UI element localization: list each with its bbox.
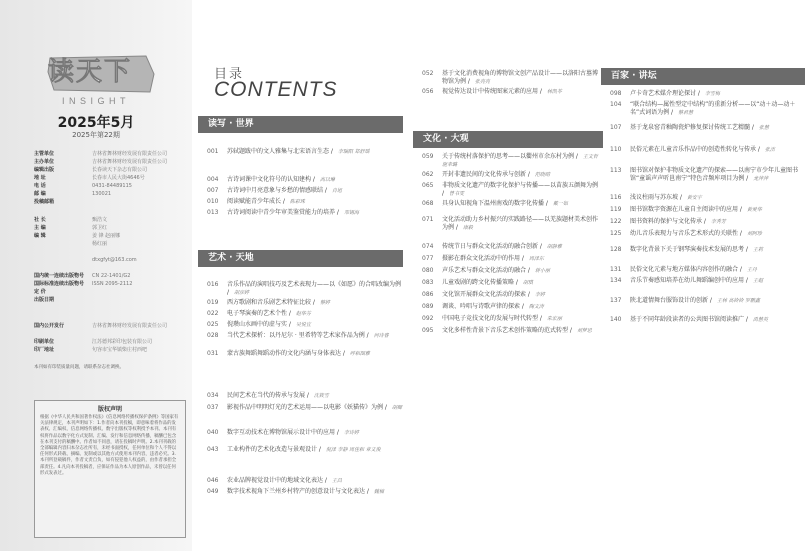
toc-entry-author: 康毅 <box>462 225 473 231</box>
toc-entry-author: 王文哲 施幸璐 <box>442 154 598 168</box>
toc-entry-author: 刘阿珍 <box>746 231 762 237</box>
toc-entry-title: 工业构件的艺术化改造与景观设计 <box>227 446 318 453</box>
toc-entry-title: 儿童戏剧的跨文化传播策略 <box>442 279 515 286</box>
masthead-row <box>34 280 184 288</box>
masthead-row-value: 江苏德邦彩印包装有限公司 <box>92 339 153 345</box>
issue-number: 2025年第22期 <box>72 131 120 139</box>
masthead-row <box>34 346 184 354</box>
toc-title-cn: 目录 <box>214 67 245 82</box>
toc-entry-page: 031 <box>207 350 219 357</box>
toc-entry-author: 王超 <box>752 278 763 284</box>
toc-entry-author: 呼和图雅 <box>349 351 370 357</box>
toc-entry-author: 周泽东 <box>528 256 544 262</box>
masthead-row-value: 吉林省舞林财经发展有限责任公司 <box>92 151 168 157</box>
masthead-row <box>34 166 184 174</box>
toc-entry-author: 胡彦婷 <box>233 290 249 296</box>
toc-entry-page: 086 <box>422 291 434 298</box>
toc-entry-title: 基于文化消费视角的博物馆文创产品设计——以洛阳古墓博物馆为例 <box>442 70 599 85</box>
toc-entry-title-wrap: “联合结构—属性型定中结构”的重新分析——以“动＋动—动＋名”式词语为例 / 蔡君慧 <box>630 101 796 116</box>
toc-entry-page: 043 <box>207 446 219 453</box>
toc-entry-author: 林凯苓 <box>546 89 562 95</box>
masthead-row-value: 0431-84489115 <box>92 183 132 189</box>
toc-entry-title: 西方歌剧和音乐剧艺术特征比较 <box>227 299 312 306</box>
toc-entry-title: 古诗词课中文化符号的认知建构 <box>227 176 312 183</box>
toc-entry-title: 影视作品中明明灯光的艺术运用——以电影《妖猫传》为例 <box>227 404 384 411</box>
toc-entry-page: 022 <box>207 310 219 317</box>
toc-entry-page: 128 <box>610 246 622 253</box>
toc-entry-title: 陕北道情舞台服饰设计的创新 <box>630 297 709 304</box>
toc-entry-page: 034 <box>207 392 219 399</box>
toc-entry-author: 李婷 <box>534 292 545 298</box>
masthead-row-label: 编 辑 <box>34 233 46 239</box>
toc-entry-title-wrap: 图书资料的保护与文化传承 / 李秀芳 <box>630 218 726 225</box>
toc-entry-page: 062 <box>422 171 434 178</box>
toc-entry-page: 028 <box>207 332 219 339</box>
toc-entry-title-wrap: 视觉传达设计中传统图案元素的应用 / 林凯苓 <box>442 88 562 95</box>
toc-entry-title-wrap: 苏轼题跋中的文人雅集与北宋语言生态 / 李瑞阳 郑舒瑶 <box>227 148 370 155</box>
toc-entry-page: 016 <box>207 281 219 288</box>
masthead-row <box>34 338 184 346</box>
masthead-row <box>34 190 184 198</box>
toc-entry-title-wrap: 开封非遗民间的文化传承与创新 / 范晓晴 <box>442 171 550 178</box>
toc-entry-title: 民俗元素在儿童音乐作品中的创造性转化与传承 <box>630 146 757 153</box>
toc-entry-title: 古诗词中月亮意象与乡愁的情感联结 <box>227 187 324 194</box>
masthead-row-label: 社 长 <box>34 217 46 223</box>
toc-entry-title-wrap: 电子琴演奏的艺术个性 / 赵华芬 <box>227 310 311 317</box>
toc-entry-author: 王丹 <box>746 267 757 273</box>
toc-entry-author: 王林 高铃铃 罗鹏鑫 <box>716 298 761 304</box>
toc-entry-title-wrap: 图书馆对保护非物质文化遗产的探索——以南宁市少年儿童图书馆“童谣声声听邕南宁”特色音频库项目为例 / 龙萍萍 <box>630 167 799 182</box>
toc-entry-page: 001 <box>207 148 219 155</box>
toc-entry-title-wrap: 工业构件的艺术化改造与景观设计 / 倪泽 李静 周佳和 章文俊 <box>227 446 381 453</box>
masthead-row-label: 主管单位 <box>34 151 55 157</box>
toc-entry-author: 张慧 <box>758 125 769 131</box>
toc-entry-page: 080 <box>422 267 434 274</box>
toc-entry-title-wrap: 传统节日与群众文化活动的融合创新 / 胡静雅 <box>442 243 562 250</box>
toc-entry-page: 049 <box>207 488 219 495</box>
toc-entry-title-wrap: 中国电子竞技文化的发展与时代转型 / 朱宏丽 <box>442 315 562 322</box>
toc-entry-page: 125 <box>610 230 622 237</box>
copyright-box <box>34 400 186 538</box>
toc-entry-title-wrap: 数字化背景下关于钢琴演奏技术发展的思考 / 王莉 <box>630 246 763 253</box>
toc-entry-author: 倪泽 李静 周佳和 章文俊 <box>325 447 381 453</box>
toc-entry-page: 059 <box>422 153 434 160</box>
masthead-row-label: 投稿邮箱 <box>34 199 55 205</box>
toc-entry-author: 吴悦宜 <box>295 322 311 328</box>
toc-entry-title: 音乐作品的演唱技巧及艺术表现力——以《如愿》的合唱改编为例 <box>227 281 402 288</box>
toc-entry-title-wrap: 古诗词阅读中青少年审美鉴赏能力的培养 / 邓锡海 <box>227 209 359 216</box>
toc-entry-title-wrap: 影视作品中明明灯光的艺术运用——以电影《妖猫传》为例 / 胡卿 <box>227 404 402 411</box>
logo-text: 读天下 <box>48 57 133 87</box>
toc-entry-author: 张洁 <box>764 147 775 153</box>
toc-entry-page: 056 <box>422 88 434 95</box>
toc-entry-author: 李瑞阳 郑舒瑶 <box>337 149 370 155</box>
toc-entry-author: 张亮亮 <box>474 79 490 85</box>
toc-entry-title-wrap: 基于龙泉窑青釉陶瓷炉修复探讨传统工艺精髓 / 张慧 <box>630 124 769 131</box>
masthead-row-label: 主办单位 <box>34 159 55 165</box>
toc-entry-author: 王昌 <box>331 478 342 484</box>
toc-entry-title: 摄影在群众文化活动中的作用 <box>442 255 521 262</box>
toc-entry-title-wrap: 基于文化消费视角的博物馆文创产品设计——以洛阳古墓博物馆为例 / 张亮亮 <box>442 70 599 85</box>
toc-entry-author: 禹慧英 <box>752 317 768 323</box>
toc-entry-title-wrap: 倪瓒山水画中的虚与实 / 吴悦宜 <box>227 321 311 328</box>
toc-entry-title: “联合结构—属性型定中结构”的重新分析——以“动＋动—动＋名”式词语为例 <box>630 101 796 116</box>
toc-entry-author: 肖旭 <box>331 188 342 194</box>
toc-entry-author: 胡卿 <box>391 405 402 411</box>
masthead-row <box>34 232 184 240</box>
toc-entry-page: 071 <box>422 216 434 223</box>
toc-entry-title: 农业品牌视觉设计中的地域文化表达 <box>227 477 324 484</box>
masthead-note: 本刊如有印装质量问题，请联系杂志社调换。 <box>34 365 124 370</box>
toc-entry-title: 基于龙泉窑青釉陶瓷炉修复探讨传统工艺精髓 <box>630 124 751 131</box>
toc-entry-page: 116 <box>610 194 622 201</box>
toc-entry-title: 文化馆开展群众文化活动的探索 <box>442 291 527 298</box>
issue-date: 2025年5月 <box>57 115 135 131</box>
section-header-whdg: 文化 · 大观 <box>413 131 603 148</box>
toc-entry-title-wrap: 非物质文化遗产的数字化保护与传播——以苗族五颜舞为例 / 曾书雯 <box>442 182 599 197</box>
toc-entry-author: 蔡婷 <box>319 300 330 306</box>
toc-entry-page: 052 <box>422 70 434 77</box>
toc-entry-page: 074 <box>422 243 434 250</box>
masthead-row-value: 吉林省舞林财经发展有限责任公司 <box>92 323 168 329</box>
toc-entry-author: 胡琪 <box>522 280 533 286</box>
masthead-row-value: 长春读天下杂志有限公司 <box>92 167 148 173</box>
toc-entry-page: 077 <box>422 255 434 262</box>
masthead-row-label: 邮 编 <box>34 191 46 197</box>
toc-entry-title-wrap: 幼儿音乐表现力与音乐艺术形式的关联性 / 刘阿珍 <box>630 230 762 237</box>
toc-entry-title: 文化多样性背景下音乐艺术创作策略的范式转型 <box>442 327 569 334</box>
toc-entry-page: 019 <box>207 299 219 306</box>
toc-entry-page: 046 <box>207 477 219 484</box>
toc-entry-page: 013 <box>207 209 219 216</box>
toc-entry-title: 电子琴演奏的艺术个性 <box>227 310 288 317</box>
masthead-row <box>34 158 184 166</box>
section-header-bjjt: 百家 · 讲坛 <box>601 68 805 85</box>
toc-entry-author: 朱宏丽 <box>546 316 562 322</box>
toc-entry-title: 苏轼题跋中的文人雅集与北宋语言生态 <box>227 148 330 155</box>
masthead-row-label: 电 话 <box>34 183 46 189</box>
masthead-row-label: 地 址 <box>34 175 46 181</box>
masthead-row <box>34 182 184 190</box>
masthead-row-value: CN 22-1401/G2 <box>92 273 131 279</box>
toc-entry-title: 调谈、吟唱与诗歌声律的探索 <box>442 303 521 310</box>
toc-entry-title-wrap: 农业品牌视觉设计中的地域文化表达 / 王昌 <box>227 477 342 484</box>
toc-entry-title: 蒙古族舞蹈舞蹈动作的文化内涵与身体表达 <box>227 350 342 357</box>
toc-entry-author: 刘梦思 <box>576 328 592 334</box>
masthead-row-label: 印刷单位 <box>34 339 55 345</box>
toc-entry-title-wrap: 关于传统村落保护的思考——以衢州市余东村为例 / 王文哲 施幸璐 <box>442 153 598 168</box>
masthead-row <box>34 296 184 304</box>
toc-entry-title-wrap: 古诗词课中文化符号的认知建构 / 高以琳 <box>227 176 335 183</box>
logo-insight: INSIGHT <box>62 96 131 106</box>
toc-entry-title: 视觉传达设计中传统图案元素的应用 <box>442 88 539 95</box>
masthead-row <box>34 272 184 280</box>
section-header-ystd: 艺术 · 天地 <box>198 250 403 267</box>
masthead-row-label: 出版日期 <box>34 297 55 303</box>
toc-entry-author: 魏楠 <box>373 489 384 495</box>
toc-entry-page: 134 <box>610 277 622 284</box>
masthead-row <box>34 256 184 264</box>
masthead-row <box>34 288 184 296</box>
toc-entry-author: 沈筱雪 <box>313 393 329 399</box>
masthead-row <box>34 198 184 206</box>
toc-entry-author: 范晓晴 <box>534 172 550 178</box>
toc-entry-title-wrap: 基于不同年龄段读者的公共图书馆阅读推广 / 禹慧英 <box>630 316 768 323</box>
toc-entry-page: 131 <box>610 266 622 273</box>
toc-entry-title-wrap: 当代艺术探析：以丹尼尔 · 里希特等艺术家作品为例 / 何诗睿 <box>227 332 389 339</box>
masthead-row-label: 编辑出版 <box>34 167 55 173</box>
toc-entry-author: 何诗睿 <box>373 333 389 339</box>
toc-entry-page: 004 <box>207 176 219 183</box>
toc-entry-title: 当代艺术探析：以丹尼尔 · 里希特等艺术家作品为例 <box>227 332 365 339</box>
toc-entry-page: 007 <box>207 187 219 194</box>
toc-entry-title: 卢卡奇艺术媒介理论探讨 <box>630 90 697 97</box>
toc-entry-author: 黄爱华 <box>746 207 762 213</box>
masthead-row-value: 130021 <box>92 191 112 197</box>
toc-entry-author: 陶文涛 <box>528 304 544 310</box>
masthead-row-value: 长春市人民大街4646号 <box>92 175 145 181</box>
toc-entry-title-wrap: 民间艺术在当代的传承与发展 / 沈筱雪 <box>227 392 329 399</box>
toc-title-en: CONTENTS <box>214 78 338 101</box>
toc-entry-title-wrap: 民俗元素在儿童音乐作品中的创造性转化与传承 / 张洁 <box>630 146 775 153</box>
toc-entry-page: 037 <box>207 404 219 411</box>
masthead-row <box>34 224 184 232</box>
toc-entry-title: 古诗词阅读中青少年审美鉴赏能力的培养 <box>227 209 336 216</box>
toc-entry-title-wrap: 西方歌剧和音乐剧艺术特征比较 / 蔡婷 <box>227 299 330 306</box>
masthead-row <box>34 216 184 224</box>
masthead-row-label: 主 编 <box>34 225 46 231</box>
toc-entry-page: 104 <box>610 101 622 108</box>
toc-entry-page: 119 <box>610 206 622 213</box>
toc-entry-page: 089 <box>422 303 434 310</box>
toc-entry-page: 065 <box>422 182 434 189</box>
toc-entry-page: 025 <box>207 321 219 328</box>
toc-entry-page: 068 <box>422 200 434 207</box>
masthead-row-value: ISSN 2095-2112 <box>92 281 133 287</box>
toc-entry-title-wrap: 民俗文化元素与地方媒体内容创作的融合 / 王丹 <box>630 266 757 273</box>
toc-entry-author: 李雪梅 <box>704 91 720 97</box>
toc-entry-author: 高以琳 <box>319 177 335 183</box>
masthead-row-label: 国内统一连续出版物号 <box>34 273 85 279</box>
masthead-row-value: 句容市宝华镇柴庄村西吧 <box>92 347 148 353</box>
toc-entry-title-wrap: 文化多样性背景下音乐艺术创作策略的范式转型 / 刘梦思 <box>442 327 592 334</box>
toc-entry-title: 民俗文化元素与地方媒体内容创作的融合 <box>630 266 739 273</box>
toc-entry-author: 邓锡海 <box>343 210 359 216</box>
toc-entry-page: 137 <box>610 297 622 304</box>
toc-entry-page: 083 <box>422 279 434 286</box>
toc-entry-title-wrap: 蒙古族舞蹈舞蹈动作的文化内涵与身体表达 / 呼和图雅 <box>227 350 370 357</box>
toc-entry-title: 倪瓒山水画中的虚与实 <box>227 321 288 328</box>
masthead-row <box>34 322 184 330</box>
toc-entry-page: 107 <box>610 124 622 131</box>
toc-entry-page: 095 <box>422 327 434 334</box>
toc-entry-title-wrap: 儿童戏剧的跨文化传播策略 / 胡琪 <box>442 279 533 286</box>
toc-entry-title: 传统节日与群众文化活动的融合创新 <box>442 243 539 250</box>
toc-entry-title: 民间艺术在当代的传承与发展 <box>227 392 306 399</box>
masthead-row-label: 国内公开发行 <box>34 323 65 329</box>
toc-entry-title-wrap: 阅读赋能青少年成长 / 陈彩珠 <box>227 198 305 205</box>
masthead-panel <box>0 0 192 551</box>
toc-entry-page: 010 <box>207 198 219 205</box>
toc-entry-title: 幼儿音乐表现力与音乐艺术形式的关联性 <box>630 230 739 237</box>
toc-entry-title: 图书馆数字资源在儿童自主阅读中的应用 <box>630 206 739 213</box>
toc-entry-title-wrap: 卢卡奇艺术媒介理论探讨 / 李雪梅 <box>630 90 720 97</box>
toc-entry-title-wrap: 文化活动助力乡村振兴的实践路径——以羌族题材美术创作为例 / 康毅 <box>442 216 599 231</box>
toc-entry-page: 098 <box>610 90 622 97</box>
masthead-row-value: dtxgfyt@163.com <box>92 257 137 263</box>
toc-entry-title: 关于传统村落保护的思考——以衢州市余东村为例 <box>442 153 575 160</box>
toc-entry-title: 图书资料的保护与文化传承 <box>630 218 703 225</box>
toc-entry-title-wrap: 音乐节奏感知培养在幼儿舞蹈编创中的应用 / 王超 <box>630 277 763 284</box>
section-header-dxsj: 读写 · 世界 <box>198 116 403 133</box>
toc-entry-title: 浅议柱雨与苏东坡 <box>630 194 679 201</box>
toc-entry-title-wrap: 声乐艺术与群众文化活动的融合 / 蒋小丽 <box>442 267 550 274</box>
toc-entry-title: 中国电子竞技文化的发展与时代转型 <box>442 315 539 322</box>
toc-entry-author: 陈彩珠 <box>289 199 305 205</box>
masthead-row-value: 甄浩文 <box>92 217 108 223</box>
toc-entry-page: 140 <box>610 316 622 323</box>
toc-entry-author: 蒋小丽 <box>534 268 550 274</box>
toc-entry-title-wrap: 浅议柱雨与苏东坡 / 黄安宇 <box>630 194 702 201</box>
toc-entry-page: 110 <box>610 146 622 153</box>
toc-entry-title-wrap: 文化馆开展群众文化活动的探索 / 李婷 <box>442 291 545 298</box>
toc-entry-title: 具身认知视角下温州南戏的数字化传播 <box>442 200 545 207</box>
toc-entry-author: 蔡君慧 <box>677 110 693 116</box>
masthead-row <box>34 240 184 248</box>
toc-entry-author: 龙萍萍 <box>753 176 769 182</box>
toc-entry-title-wrap: 音乐作品的演唱技巧及艺术表现力——以《如愿》的合唱改编为例 / 胡彦婷 <box>227 281 402 296</box>
toc-entry-title-wrap: 调谈、吟唱与诗歌声律的探索 / 陶文涛 <box>442 303 544 310</box>
toc-entry-page: 113 <box>610 167 622 174</box>
masthead-row-label: 定 价 <box>34 289 46 295</box>
toc-entry-title-wrap: 陕北道情舞台服饰设计的创新 / 王林 高铃铃 罗鹏鑫 <box>630 297 761 304</box>
masthead-row-value: 姜 锋 赵丽娜 <box>92 233 121 239</box>
toc-entry-page: 040 <box>207 429 219 436</box>
toc-entry-title: 文化活动助力乡村振兴的实践路径——以羌族题材美术创作为例 <box>442 216 599 231</box>
toc-entry-author: 赵华芬 <box>295 311 311 317</box>
toc-entry-title: 阅读赋能青少年成长 <box>227 198 282 205</box>
toc-entry-page: 092 <box>422 315 434 322</box>
masthead-row-value: 吉林省舞林财经发展有限责任公司 <box>92 159 168 165</box>
toc-entry-title: 音乐节奏感知培养在幼儿舞蹈编创中的应用 <box>630 277 745 284</box>
copyright-title: 版权声明 <box>97 406 122 413</box>
copyright-body: 根据《中华人民共和国著作权法》《信息网络传播权保护条例》等国家有关法律规定，本刊声明如下：1.作者向本刊投稿，即意味着将作品的发表权、汇编权、信息网络传播权、数字出版权等权利授予本刊。本刊有权将作品以数字化方式复制、汇编、发行和信息网络传播，稿酬已包含在本刊支付的稿酬中。作者如不同意，请在投稿时声明。2.本刊刊载的全部编辑内容归本杂志社所有，未经书面授权，任何单位和个人不得以任何形式转载、摘编、复制或以其他方式使用本刊内容，违者必究。3.本刊所登载稿件，作者文责自负，如有侵犯他人权益的，由作者承担全部责任。4.凡向本刊投稿者，应保证作品为本人原创作品，未曾以任何形式发表过。 <box>40 415 179 476</box>
toc-entry-author: 李诗婷 <box>343 430 359 436</box>
toc-entry-page: 122 <box>610 218 622 225</box>
toc-entry-author: 王莉 <box>752 247 763 253</box>
masthead-row-value: 杨红丽 <box>92 241 108 247</box>
toc-entry-title-wrap: 数字互动技术在博物馆展示设计中的应用 / 李诗婷 <box>227 429 359 436</box>
toc-entry-author: 黄安宇 <box>686 195 702 201</box>
masthead-row-label: 国际标准连续出版物号 <box>34 281 85 287</box>
toc-entry-title: 数字化背景下关于钢琴演奏技术发展的思考 <box>630 246 745 253</box>
toc-entry-author: 戴一如 <box>552 201 568 207</box>
toc-entry-title: 声乐艺术与群众文化活动的融合 <box>442 267 527 274</box>
masthead-row-label: 印厂地址 <box>34 347 55 353</box>
toc-entry-title: 数字互动技术在博物馆展示设计中的应用 <box>227 429 336 436</box>
toc-entry-title-wrap: 古诗词中月亮意象与乡愁的情感联结 / 肖旭 <box>227 187 342 194</box>
masthead-row <box>34 174 184 182</box>
toc-entry-author: 李秀芳 <box>710 219 726 225</box>
toc-entry-title-wrap: 数字技术视角下兰州乡村特产的创意设计与文化表达 / 魏楠 <box>227 488 384 495</box>
toc-entry-title-wrap: 图书馆数字资源在儿童自主阅读中的应用 / 黄爱华 <box>630 206 762 213</box>
toc-entry-title: 数字技术视角下兰州乡村特产的创意设计与文化表达 <box>227 488 366 495</box>
toc-entry-title-wrap: 具身认知视角下温州南戏的数字化传播 / 戴一如 <box>442 200 568 207</box>
toc-entry-author: 曾书雯 <box>448 191 464 197</box>
masthead-row-value: 郭卫红 <box>92 225 108 231</box>
toc-entry-title: 基于不同年龄段读者的公共图书馆阅读推广 <box>630 316 745 323</box>
toc-entry-title-wrap: 摄影在群众文化活动中的作用 / 周泽东 <box>442 255 544 262</box>
masthead-row <box>34 150 184 158</box>
toc-entry-title: 图书馆对保护非物质文化遗产的探索——以南宁市少年儿童图书馆“童谣声声听邕南宁”特色音频库项目为例 <box>630 167 799 182</box>
toc-entry-author: 胡静雅 <box>546 244 562 250</box>
toc-entry-title: 非物质文化遗产的数字化保护与传播——以苗族五颜舞为例 <box>442 182 599 189</box>
toc-entry-title: 开封非遗民间的文化传承与创新 <box>442 171 527 178</box>
